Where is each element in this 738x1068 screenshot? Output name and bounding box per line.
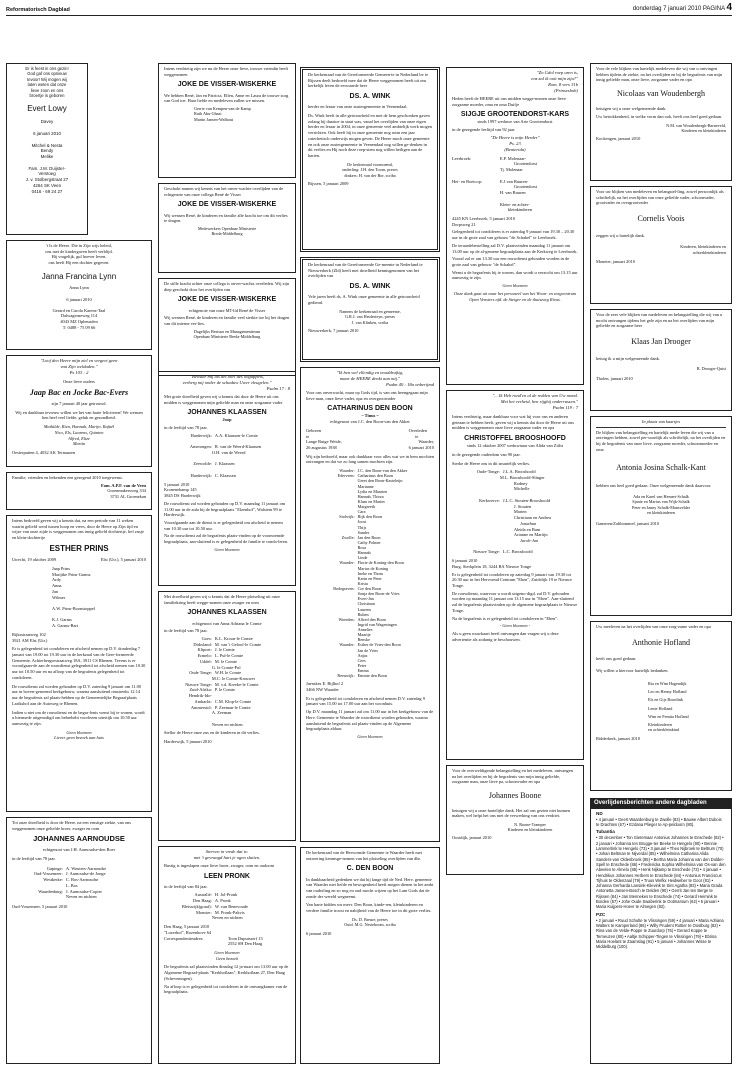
notice-paragraph: De rouwdienst, waarvoor u wordt uitgeno-digd, zal D.V. gehouden worden op maandag 11 januari om 13.15 uur in "Eben". Aan-sluitend zal de begrafenis plaatsvinden op de algemene begraafplaats te Nieuwe Tonge. xyxy=(452,590,578,613)
family-row: Sander xyxy=(357,529,370,535)
notice-paragraph: Wenst u de begrafenis bij te wonen, dan wordt u verzocht om 13.15 uur aanwezig te zijn. xyxy=(452,269,578,281)
notice-paragraph: Van harte bidden wu mevr. Den Boon, kinde-ren, kleinkinderen en verdere familie troost en nabijheid van de Heere toe in dit grote verlies. xyxy=(306,902,432,914)
notice-name: CATHARINUS DEN BOON xyxy=(327,405,413,413)
death-notice-ds-wink-nieuwerkerk xyxy=(300,257,440,362)
notice-paragraph: Er is gelegenheid tot condoleren op zaterdag 9 januari van 19.30 tot 20.30 uur in het Hervormd Centrum "Eben", Zuidelijk 19 te Nieuwe Tonge. xyxy=(452,571,572,588)
notice-address: Oesterputten 4, 4032 AK Ternauzen xyxy=(12,450,76,456)
notice-intro: Intens bedroefd geven wij u kennis dat, na een periode van 11 weken waarin geliefd werd tussen hoop en vrees, door de Heere op Zijn tijd en wijze van onze zijde is weggenomen ons innig geliefd dochtertje, lief zusje en klein-dochtertje xyxy=(12,518,144,541)
notice-intro: De blijken van belangstelling en hartelijk mede-leven die wij van u ontvingen hebben, zowel per-soonlijk als schriftelijk, na het overlijden en bij de begrafenis van onze lieve, zorgzame moeder, schoonmoeder en oma xyxy=(596,429,726,452)
notice-name: DS. A. WINK xyxy=(349,93,391,101)
notice-note: Sterke de Heere ons in dit smartelijk verlies. xyxy=(452,460,531,466)
other-newspapers-obituaries xyxy=(590,798,732,1064)
notice-address: 5 januari 2010 Kronenekamp 145 3845 DS Harderwijk xyxy=(164,481,201,499)
notice-intro: Intens verdrietig zijn we nu de Heere onze lieve, trouwe vriendin heeft weggenomen xyxy=(164,66,289,77)
death-notice-klaassen-in-laws xyxy=(158,591,296,841)
notice-paragraph: De teraardebestelling zal D.V. plaatsvinden maandag 11 januari om 13.00 uur op de al-gemene begraafplaats aan de Kerkweg te Leerbroek. xyxy=(452,242,578,254)
notice-paragraph: Als u geen rouwkaart heeft ontvangen dan vragen wij u deze advertentie als zodanig te beschouwen. xyxy=(452,631,559,642)
column-3 xyxy=(300,67,440,1064)
notice-paragraph: De rouwdienst zal worden gehouden op D.V. zaterdag 9 januari om 11.00 uur in boven-genoemd kerkgebouw, waarna aansluitend omstreeks 12.14 uur de begrafenis zal plaats-hebben op de Gemeentelijke Begraafplaats Larikshof aan de Autoweg te Rhenen. xyxy=(12,683,141,706)
notice-age: in de leeftijd van 78 jaar. xyxy=(164,425,208,431)
notice-date: 6 januari 2010 xyxy=(66,296,92,302)
notice-paragraph: De rouwdienst zal worden gehouden op D.V. maandag 11 januari om 11.00 uur in de aula bij de begraafplaats "Elzenhof", Walstein 99 te Harderwijk. xyxy=(164,500,286,518)
family-row: Margreeth xyxy=(357,504,375,510)
family-row: Cara xyxy=(357,509,366,515)
notice-family: Leerbroek: E.P. Molenaar- Grootendorst Tj. Molenaar Hei- en Boeicop: E.J van Buuren- Grootendorst H. van Buuren Klein- en achter- kleinkinderen xyxy=(452,155,538,213)
death-notice-catharinus-den-boon xyxy=(300,367,440,842)
notice-name: Evert Lowy xyxy=(27,103,67,113)
notice-signature: Dagelijks Bestuur en Managementteam Openbaar Ministerie Breda-Middelburg xyxy=(193,328,261,340)
notice-footer: Kockengen, januari 2010 xyxy=(596,135,641,141)
notice-paragraph: Na de rouwdienst zal de begrafenis plaats-vinden op de voornoemde begraafplaats, aan-sluitend is er gelegenheid de familie te condo-leren. xyxy=(164,533,289,545)
page-number: 4 xyxy=(726,2,732,13)
notice-intro: Heden heeft de HEERE uit ons midden wegge-nomen onze lieve zorgzame moeder, oma en oma Duifje xyxy=(452,95,566,107)
family-row: Jan de Vries xyxy=(357,647,378,653)
notice-signature: Ria en Wim Hagendijk Leo en Henny Hofland Els en Gijs Boonlink Lenie Hofland Wim en Femita Hofland Kleinkinderen en achterkleinkind xyxy=(648,680,689,733)
notice-name: ESTHER PRINS xyxy=(49,543,109,553)
notice-paragraph: In dankbaarheid gedenken we dat hij lange tijd de Ned. Herv. gemeente van Waarder met liefde en bewogenheid heeft mogen dienen in het ambt van ouderling en zo nog en oud mocht wijzen op het Lam Gods dat de zonde der wereld wegneemt. xyxy=(306,876,434,899)
notice-age: in de leeftijd van 78 jaar. xyxy=(12,855,56,861)
notice-signature: Medewerkers Openbaar Ministerie Breda-Middelburg xyxy=(197,225,257,237)
notice-intro: De kerkenraad van de Gereformeerde Ge-meente in Nederland te Nieuwerkerk (Zld) heeft met droefheid kennisgenomen van het overlijden van xyxy=(308,262,423,279)
death-notice-de-visser-management xyxy=(158,278,296,376)
page-label: PAGINA xyxy=(702,6,725,12)
death-notice-leen-pronk xyxy=(158,846,296,1064)
anniversary-notice-bac xyxy=(6,355,152,467)
column-5 xyxy=(590,63,732,1064)
notice-note: heeft ons goed gedaan. xyxy=(596,656,637,662)
notice-note: Stellor de Heere onze zus en de kinderen in dit verlies. xyxy=(164,730,260,736)
notice-address: Fam. J.M. Duijster- Verstoeg J. v. Stolbergstraat 27 4264 SK Veen 0416 - 69 24 27 xyxy=(25,165,69,194)
notice-name: JOKE DE VISSER-WISKERKE xyxy=(177,201,277,209)
notice-divider xyxy=(596,427,726,428)
family-row: Ederveen: Catharinus den Boon xyxy=(337,473,393,479)
family-row: Hannah, Thirza xyxy=(357,493,384,499)
family-row: Lydia en Maarten xyxy=(357,488,388,494)
notice-paragraph: Voorafgaande aan de dienst is er gelegenheid om afscheid te nemen van 10.30 uur tot 10.50 uur. xyxy=(164,519,283,531)
notice-name: JOHANNES KLAASSEN xyxy=(187,609,267,617)
issue-date: donderdag 7 januari 2010 xyxy=(632,6,702,12)
notice-closing: Geen bloemen xyxy=(502,283,528,289)
thanks-notice-schalk-kant xyxy=(590,416,732,616)
family-row: Waarder: Florie de Koning-den Boon xyxy=(339,560,404,566)
notice-family: Harderwijk: A.A. Klaassen-le Comte Amerongen: R. van de Weerd-Klaassen O.H. van de Weerd Zeewolde: J. Klaassen Harderwijk: C. Klaassen xyxy=(189,432,262,478)
notice-parents: Mitchel & Nesta Bendy Melike xyxy=(31,142,63,159)
family-row: Zwolle: Jan den Boon xyxy=(341,534,381,540)
notice-intro: Bustig is ingeslapen onze lieve broer, zwager, oom en oudoom xyxy=(164,862,274,868)
family-row: Joost xyxy=(357,519,367,525)
notice-note: betuig ik u mijn welgemeende dank. xyxy=(596,355,660,361)
obituaries-entries: • 30 december • Ton Gietemaar Antonius Johannes te Enschede (82) • 2 januari • Johanna ten Brugge-ter Beeke te Hengelo (90) • Bennie Lammertink te Hengelo (73) • 3 januari • Theo Nijbroek te Beltrum (70) • Johan Beltman te Nijverdal (85) • Wilhelmina Catharina Alida Sanders-van Oldenbroek (85) • Bertha Maria Johanna van den Dolder-Spell te Enschede (86) • Fredericka Sophia Wilhelmina van Os-van den Abeelen te Almelo (85) • Henk Nijkamp te Enschede (73) • 4 januari • Hendrikus Johannes Herbers te Enschede (84) • Antonius Franciscus Tijhuis te Oldenzaal (79) • Truus Wefkx Heidweber te Goor (81) • Johanna Gerharda Lansink-Klievink te Sint Agatha (83) • Maria Grada Antonetta Jansen-Bosch te Delden (90) • Gerrit Jan ten Berge te Rijssen (84) • Jan Mennekes te Enschede (74) • Gerard Heimink te Borden (57) • Johe Oude Swaberink te Ootmarsum (62) • 5 januari • Maria Kuijpers-Hoevr te Almegen (82). xyxy=(596,835,726,910)
notice-verse: 't Is de Heere. Die in Zijn wijs beleid, ons met de kindergaven heeft verblijd. Hij vragelijk, gul hoever leven, ons heeft Hij een dochter gegeven. xyxy=(45,243,113,266)
notice-quote: "... Ik Heb rond'en al de redden van Uw mond. Met het verheid, hen rijghij onderrassen." Psalm 119 : 7 xyxy=(492,393,578,410)
notice-footer: Tholen, januari 2010 xyxy=(596,375,633,381)
thanks-notice-drooger xyxy=(590,309,732,411)
thanks-notice-hofland xyxy=(590,621,732,791)
notice-dates: Utrecht, 19 oktober 2009 Elst (Utr.), 5 januari 2010 xyxy=(12,557,146,563)
notice-name: JOHANNES KLAASSEN xyxy=(187,409,267,417)
death-notice-c-den-boon-church xyxy=(300,847,440,1064)
notice-name: Cornelis Voois xyxy=(637,214,685,224)
notice-paragraph: Uw betrokkenheid, in welke vorm dan ook, heeft ons heel goed gedaan. xyxy=(596,114,723,120)
family-row: Ruben xyxy=(357,611,369,617)
notice-intro: Voor ons onverwacht, maar op Gods tijd, is van ons heengegaan mijn lieve man, onze lieve vader, opa en overgrootvader xyxy=(306,389,428,401)
notice-address: Jaenskes E. Bijlhof 2 3466 NW Waarder xyxy=(306,681,344,693)
issue-info xyxy=(633,1,732,14)
notice-title: In plaats van kaartjes xyxy=(641,419,681,424)
death-notice-de-visser-friends xyxy=(158,63,296,178)
notice-address: Rijksstraatweg 102 3921 AM Elst (Utr.) xyxy=(12,631,48,643)
notice-footer: Oud-Vossemeer, 5 januari 2010 xyxy=(12,903,68,909)
notice-name: Antonia Josina Schalk-Kant xyxy=(616,462,706,472)
notice-signature: Namens de kerkenraad en gemeente, G.R.J. van Heulesteyn, preses J. van Klinken, scriba xyxy=(339,308,401,325)
family-row: Waarder: Esther de Vries-den Boon xyxy=(339,642,401,648)
notice-paragraph: herder en leraar van onze zustergemeente in Veenendaal. xyxy=(308,104,408,110)
notice-address: 6 januari 2010 Burg. Sterkplein 18, 3244 BA Nieuwe Tonge xyxy=(452,558,532,569)
notice-thanks: Onze dank gaat uit naar het personeel van het Woon- en zorgcentrum Open Vensters afd. de Steiger en de thuiszorg Rivas. xyxy=(454,290,576,302)
masthead xyxy=(6,3,732,16)
notice-signature: Fam. A.P.F. van de Veen Groenmakersweg 334 3731 AL Groenekan xyxy=(100,482,146,500)
notice-spouse: sinds 1997 weduwe van Arie Grootendorst xyxy=(477,119,553,125)
family-row: Woerden: Alfred den Boon xyxy=(338,616,386,622)
family-row: Krista xyxy=(357,580,368,586)
notice-family: Gapinge: A. Wouters-Aarnoudse Oud-Vossemeer: J. Aarnoudse-de Jonge Westkerke: C. Bos-Aarnoudse L. Bos Waardenburg: J. Aarnoudse-Copier Neven en nichten xyxy=(33,865,107,900)
notice-intro: De stille kracht achter onze collega is onver-wachts overleden. Wij zijn diep geschokt door het overlijden van xyxy=(164,281,290,292)
notice-signature: N. Boone-Tramper Kinderen en kleinkinderen xyxy=(507,821,553,833)
family-row: Rosa xyxy=(357,545,366,551)
notice-name: JOKE DE VISSER-WISKERKE xyxy=(177,81,277,89)
notice-quote: "Zo Gdol roep uren is, enz zal ik ooit mijn ziju?" Rom. 8 vers 31b (Prinsesbob) xyxy=(531,70,578,93)
death-notice-grootendorst-kars xyxy=(446,67,584,385)
family-row: Anjas xyxy=(357,652,368,658)
notice-closing: Geen bloemen xyxy=(357,734,383,740)
family-row: Stolwijk: Rijk den Boon xyxy=(339,514,383,520)
notice-footer: Gameren/Zaltbommel, januari 2010 xyxy=(596,520,660,526)
notice-name: LEEN PRONK xyxy=(204,872,250,880)
family-row: Evert-Jan xyxy=(357,596,374,602)
notice-paragraph: De begrafenis zal plaatsvinden dinsdag 12 ja-nuari om 13.00 uur op de Algemene Begraaf-plaats "Kerkhoflaan", Kerkhoflaan 27, Den Haag (Scheveningen). xyxy=(164,964,289,981)
notice-footer: Rijssen, 5 januari 2009 xyxy=(308,181,349,187)
death-notice-de-visser-colleagues xyxy=(158,183,296,273)
notice-address: Den Haag, 5 januari 2010 "Lozerhof", Rozenhove 64 Correspondentieadres: Toon Dupuisserf 15 2552 SH Den Haag xyxy=(164,924,263,947)
notice-name: Anthonie Hofland xyxy=(632,637,690,647)
column-4 xyxy=(446,67,584,1064)
notice-paragraph: Vooraf zal er om 13.30 uur een rouwdienst gehouden worden in de grote zaal van gebouw "de Schakel". xyxy=(452,256,570,267)
notice-signature: B. Drooger-Quist xyxy=(696,366,726,372)
column-2 xyxy=(158,63,296,1064)
family-row: Hannah xyxy=(357,550,371,556)
notice-children: Mathilde, Rien, Hannah, Marijn, Rafaël Nico, Els, Laurens, Quinten Alfred, Elize Martin xyxy=(43,424,115,447)
notice-text: Familie, vrienden en bekenden een gezegend 2010 toegewenst. xyxy=(12,475,123,480)
notice-intro: Met grote droefheid geven wij u kennis dat door de Heere uit ons midden is weggenomen mijn geliefde man en onze zorgzame vader xyxy=(164,393,283,405)
notice-spouse: echtgenoot van J.H. Aarnoudse-den Boer xyxy=(42,847,116,853)
family-row: Ingrid van Wageningen xyxy=(357,621,397,627)
family-row: Christiaan xyxy=(357,601,375,607)
column-1 xyxy=(6,63,152,1064)
notice-name: DS. A. WINK xyxy=(349,283,391,291)
death-notice-klaassen-family xyxy=(158,371,296,586)
notice-closing: Geen bloemen Geen bezoek xyxy=(214,949,240,961)
notice-dates: Geboren te Lange Ruige Weide, 26 augustus 1938 Overleden te Waarder, 6 januari 2010 xyxy=(306,427,434,451)
family-row: Laurens xyxy=(357,606,372,612)
notice-name: Johannes Boone xyxy=(488,791,542,801)
notice-closing: Geen bloemen xyxy=(214,546,240,552)
notice-age: in de leeftijd van 84 jaar. xyxy=(164,883,208,889)
notice-quote: "Bewaar mij als het oorl des oogappels, verberg mij onder de schaduw Uwer vleugelen." Psalm 17 : 8 xyxy=(182,374,290,391)
notice-intro: De kerkenraad van de Hervormde Gemeente te Waarder heeft met ontroering kennisge-nomen van het plotseling overlijden van dhr. xyxy=(306,850,422,861)
notice-intro: Tot onze droefheid is door de Heere, na een ernstige ziekte, van ons weggenomen onze geliefde broer, zwager en oom xyxy=(12,820,131,831)
notice-paragraph: Er is gelegenheid tot condoleren en afscheid nemen op D.V. donderdag 7 januari van 19.00 tot 19.30 uur in de kerkzaal van de Gere-formeerde Gemeente, Achterbergsestraatweg 18A, 3911 CS Rhenen. Tevens is er voorafgaan-de aan de rouwdienst gelegenheid tot afscheid nemen van 10.30 uur tot 10.50 uur en na afloop van de begrafenis gelegenheid tot condoleren. xyxy=(12,646,146,680)
notice-quote: Sterven in vrede dat is: met 't gevraagd hart je ogen sluiten. xyxy=(193,849,261,860)
notice-paragraph: Na de begrafenis is er gelegenheid tot condoleren in "Eben". xyxy=(452,615,559,621)
notice-intro: Voor de overweldigende belangstelling en het medeleven, ontvangen na het overlijden en bij de begrafenis van mijn innig geliefde, zorgzame man, onze lieve pa, schoonvader en opa xyxy=(452,768,573,785)
notice-closing: Geen bloemen Liever geen bezoek aan huis xyxy=(54,729,104,741)
family-row: Klaas en Martin xyxy=(357,498,385,504)
notice-intro: Voor de zeer vele blijken van medeleven en belangstelling die wij van u mocht ontvangen tijdens het gele zijn en na het overlijden van mijn geliefde en zorgzame heer xyxy=(596,312,723,329)
notice-signature: Ada en Karel van Hemert-Schalk Sjanie en Marius van Wijk-Schalk Peter en Janny Schalk-Mansvelder en kleinkinderen xyxy=(631,493,691,516)
family-row: Bodegraven: Cor den Boon xyxy=(333,586,382,592)
notice-paragraph: betuigen wij u onze hartelijke dank. Het zal ons gezien niet kunnen maken, wel helpt het ons met de verwerking van ons verdriet. xyxy=(452,807,571,819)
notice-family xyxy=(306,468,434,678)
death-notice-aarnoudse xyxy=(6,817,152,1064)
family-row: Thijs xyxy=(357,524,367,530)
notice-family: Oude-Tonge: J.L.A. Brooshoofd M.L. Brooshoofd-Slinger Rodney Michelle Kerkwerve: J.L.C. Stouten-Brooshoofd J. Stouten Marien Christiaan en Andrea Jonathan Aleida en Bam Arianne en Martijn Jacob-Jan Nieuwe Tonge: L.C. Brooshoofd xyxy=(473,469,551,555)
thanks-notice-voois xyxy=(590,186,732,304)
notice-footer: Moneter, januari 2010 xyxy=(596,259,635,265)
notice-spouse: echtgenoot van J.C. den Boon-van den Akker xyxy=(330,419,410,425)
notice-age: in de gezegende ouderdom van 90 jaar. xyxy=(452,451,521,457)
notice-footer: Oostdijk, januari 2010 xyxy=(452,834,492,840)
notice-nickname: Davey xyxy=(40,119,54,125)
notice-note: hebben ons heel goed gedaan. Onze welgemeende dank daarvoor. xyxy=(596,482,712,488)
notice-quote: "Loof den Heere mijn ziel en vergeet geen van Zijn weldaden." Ps 103 : 2 xyxy=(40,358,118,375)
obituaries-title: Overlijdensberichten andere dagbladen xyxy=(591,799,731,809)
notice-signature: Ds. D. Breure, preses Ouid. M.G. Nesteboom, scriba xyxy=(344,916,396,928)
notice-intro: Er is feest in ons gezin! God gaf ons opnieuw tevoor! Wij mogen wij laten weten dat onze lieve zoon en ons broertje is geboren xyxy=(25,66,69,99)
notice-signature: Gerrie van Kempen-van de Kamp Ruth Abu-Ghazi Martin Jansen-Walhout xyxy=(194,105,251,122)
notice-body: Wij en dankbaar tevreuw willen we het van harte feliciteren! We wensen hen heel veel liefde, geluk en gezondheid. xyxy=(15,409,143,421)
notice-quote: "Ik ben wel ellendig en nooddruftig, maar de HEERE denkt aan mij." Psalm 40 : 18a onberijmd xyxy=(336,370,434,387)
notice-paragraph: Er is gelegenheid tot condoleren en afscheid nemen D.V. zaterdag 9 januari van 15.00 tot 17.00 uur aan het woonhuis. xyxy=(306,695,425,707)
notice-paragraph: Vele jaren heeft ds. A. Wink onze gemeente in alle getrouwheid gediend. xyxy=(308,294,420,305)
notice-spouse: sinds 12 oktober 2007 weduwnaar van Alida van Ziilst xyxy=(466,443,564,449)
notice-intro: Met droefheid geven wij u kennis dat de Heere plotseling uit onze familiekring heeft wegge-nomen onze zwager en oom xyxy=(164,594,280,605)
notice-parents: Gerard en Carola Karens-Taal xyxy=(52,307,106,313)
family-row: Marianne xyxy=(357,483,374,489)
notice-footer: Nieuwerkerk, 7 januari 2010 xyxy=(308,328,359,334)
notice-paragraph: Wij zijn bedroefd, maar ook dankbaar voor alles wat we in hem mochten ontvangen en dat we zo lang samen mochten zijn. xyxy=(306,453,434,465)
family-row: Cathy Polmer xyxy=(357,539,381,545)
notice-intro: Onze lieve ouders xyxy=(63,378,95,384)
family-row: Emma xyxy=(357,668,369,674)
thanks-notice-boone xyxy=(446,765,584,875)
obituaries-section-title: PZC xyxy=(596,911,606,917)
notice-paragraph: Ds. Wink heeft in alle getrouwheid en met de hem geschonken gaven zolang hij daartoe in staat was, vanaf het overlijden van onze eigen herder en leraar in 2004, in onze gemeente veel ambtelijk werk mogen verrichten. Ook heeft hij in onze gemeente nog ruim een jaar catechetisch onderwijs mogen geven. De Heere moch onze gemeente en ook onze zustergemeente in Veenendaal nog willen ge-denken in dit verlies en Hij noch deze roep-stem nog willen heiligen aan de harten. xyxy=(308,112,432,158)
notice-family: Goes: K.L. Kroon-le Comte Dirksland: M. van 't Geloof-le Comte Klipoet: J. le Comte Ermelo: L. Pul-le Comte Uddel: M. le Comte G. le Comte-Pul Oude Tonge: W.H. le Comte M.C. le Comte-Krouwer Nieuwe Tonge: M. v.d. Kreeke-le Comte Zuid-Afrika: P. le Comte Hendrik-Ido- Ambacht: C.M. Klop-le Comte Ammerstol: P. Zeeman-le Comte A. Zeeman Neven en nichten xyxy=(185,635,262,727)
notice-name: CHRISTOFFEL BROOSHOOFD xyxy=(464,435,566,443)
family-row: Sonja den Boon-de Vries xyxy=(357,591,400,597)
notice-name: JOHANNES AARNOUDSE xyxy=(33,834,125,844)
notice-name: JOKE DE VISSER-WISKERKE xyxy=(177,296,277,304)
notice-note: zeggen wij u hartelijk dank. xyxy=(596,232,645,238)
notice-family: Jaap Prins Marijtke Prins-Garms Ardy Anna Jan Wilmer A.W. Prins-Boonstoppel K.J. Garms A. Garms-Bart xyxy=(52,565,95,629)
notice-signature: N.M. van Woudenbergh-Barneveld, Kinderen en kleinkinderen xyxy=(666,122,726,134)
birth-notice-janna xyxy=(6,240,152,350)
death-notice-ds-wink-rijssen xyxy=(300,67,440,252)
paper-name: Reformatorisch Dagblad xyxy=(6,6,70,13)
notice-spouse: echtgenoot van Anna Adriana le Comte xyxy=(192,620,262,626)
notice-intro: Voor de vele blijken van hartelijk medeleven die wij van u ontvingen hebben tijdens de ziekte, na het overlijden en bij de begrafenis van mijn innig geliefde man, onze lieve, zorgzame vader en opa xyxy=(596,66,723,83)
notice-paragraph: Na afloop is er gelegenheid tot condoleren in de ontvangkamer van de begraafplaats. xyxy=(164,983,288,995)
death-notice-brooshoofd xyxy=(446,390,584,760)
notice-age: in de leeftijd van 78 jaar. xyxy=(164,628,208,634)
family-row: Reeuwijk: Emmie den Boon xyxy=(337,673,387,679)
notice-name: SIJGJE GROOTENDORST-KARS xyxy=(460,111,570,119)
death-notice-esther-prins xyxy=(6,515,152,812)
notice-intro: Uw meeleven na het overlijden van onze zorg-zame vader en opa xyxy=(596,624,711,629)
notice-address: Dalwagenseweg 114 4043 MZ Opheusden T: 0488 - 75 09 66 xyxy=(60,313,98,330)
notice-paragraph: Indien u niet om de rouwdienst en de begra-fenis wenst bij te wonen, wordt u hiermede uitgenodigd om bebrehebt voorlezen uitertijk om 10.50 uur aanwezig te zijn. xyxy=(12,709,145,726)
notice-intro: Intens verdrietig, maar dankbaar voor wat hij voor ons en anderen geteaan te hebben heeft, geven wij u kennis dat door de Heere uit ons midden is weggenomen onze lieve zorgzame vader en opa xyxy=(452,413,574,431)
notice-family: Australië: H. Jol-Pronk Den Haag: A. Pronk Bleiswijk(graaf): W. van Benevoude Monster: M. Pronk-Pakvis Neven en nichten xyxy=(181,892,248,921)
notice-date: 6 januari 2010 xyxy=(33,130,61,136)
notice-age: in de gezegende leeftijd van 92 jaar. xyxy=(452,127,516,133)
obituaries-entries: • 2 januari • Ruud Schulte te Vlissingen (59) • 4 januari • Maria Adriana Walters te Kamperland (86) • Willy Prudent Rottier te Oostburg (82) • Rina van de Velde-Poppe te Zuurdorp (76) • Gerard Koppe te Terneuzen (80) • Aaltje Schipper-Tingen te Vlissingen (79) • Ebrina Maria Hoelant te Zaamslag (91) • 5 januari • Johannes Wisse te Middelburg (100). xyxy=(596,917,724,950)
birth-notice-evert xyxy=(6,63,88,235)
notice-footer: Harderwijk, 5 januari 2010 xyxy=(164,739,212,745)
notice-body: Wij wensen René, de kinderen en familie veel sterkte toe bij het dragen van dit intense ver-lies. xyxy=(164,315,290,326)
notice-body: Wij wensen René, de kinderen en familie alle kracht toe om dit verlies te dragen. xyxy=(164,212,288,224)
notice-paragraph: Wij willen u hiervoor hartelijk bedanken. xyxy=(596,667,669,673)
obituaries-section-title: ND xyxy=(596,810,603,816)
family-row: Peter xyxy=(357,662,367,668)
family-row: Annelies xyxy=(357,627,373,633)
notice-name: Janna Francina Lynn xyxy=(41,271,117,281)
family-row: Renske xyxy=(357,637,370,643)
notice-paragraph: Op D.V. maandag 11 januari zal om 11.00 uur in het kerkgebouw van de Herv. Gemeente te Waarder de rouwdienst worden gehouden, waarna aansluitend de begrafenis zal plaats-vinden op de Algemene begraafplaats aldaar. xyxy=(306,709,434,732)
new-year-notice xyxy=(6,472,152,510)
notice-intro: De kerkenraad van de Gereformeerde Gemeen-te in Nederland bv te Rijssen deelt bedroefd mee dat de Heere weggenomen heeft uit ons kerkelijk leven de eerwaarde heer xyxy=(308,72,429,89)
family-row: Karin en Peter xyxy=(357,575,382,581)
notice-name: C. DEN BOON xyxy=(346,865,394,873)
notice-nickname: Joop xyxy=(222,417,232,423)
notice-footer: 6 januari 2010 xyxy=(306,930,332,936)
notice-closing: - Geen bloemen - xyxy=(499,623,531,629)
notice-signature: De kerkenraad voornoemd, onderling: J.H. den Toorn, preses dinkers: H. van der Bor, scriba xyxy=(342,161,398,178)
notice-intro: Geschokt namen wij kennis van het onver-wachte overlijden van de echtgenote van onze collega René de Visser xyxy=(164,186,284,197)
family-row: Marius de Koning xyxy=(357,565,389,571)
notice-name: Nicolaas van Woudenbergh xyxy=(617,89,705,99)
family-row: Waarder: J.C. den Boon-van den Akker xyxy=(339,468,408,474)
notice-body: We hebben René, Jan en Patricia, Ellen, Anne en Laura de trouwe zorg van God toe. Haar liefde en medeleven zullen we missen. xyxy=(164,92,289,104)
notice-nickname: ~ Tinus ~ xyxy=(361,413,379,419)
notice-name: Jaap Bac en Jocke Bac-Evers xyxy=(29,387,129,397)
thanks-notice-van-woudenbergh xyxy=(590,63,732,181)
notice-signature: Kinderen, kleinkinderen en achterkleinkinderen xyxy=(680,244,726,255)
notice-text: zijn 7 januari 40 jaar getrouwd. xyxy=(51,401,107,407)
family-row: Ineke en Thom xyxy=(357,570,383,576)
family-row: Maartje xyxy=(357,632,371,638)
notice-name: Klaas Jan Drooger xyxy=(631,337,691,347)
obituaries-entries: • 4 januari • Geert Waardenburg te Zwolle (83) • Bauwe Albert Dubois te Drachten (67) • Ezdana Plieger te Ap-peldoorn (80). xyxy=(596,816,722,828)
notice-nickname: Anna Lynn xyxy=(69,285,89,291)
family-row: Cees xyxy=(357,657,366,663)
notice-verse: "De Heere is mijn Herder" Ps. 23 (Beaterida) xyxy=(490,134,540,152)
obituaries-section-title: Tubantia xyxy=(596,829,615,835)
notice-address: 4245 KN Leerbroek, 5 januari 2010 Dorpsweg 21 xyxy=(452,215,515,227)
family-row: Linde xyxy=(357,555,368,561)
notice-intro: Voor uw blijken van medeleven en belangstel-ling, zowel persoonlijk als schriftelijk, na het overlijden van onze geliefde vader, schoonvader, grootvader en overgrootvader xyxy=(596,189,724,206)
notice-paragraph: Gelegenheid tot condoleren is er zaterdag 9 januari van 19.30 – 20.30 uur in de grote zaal van gebouw "de Schakel" te Leerbroek. xyxy=(452,229,575,241)
notice-note: betuigen wij u onze welgemeende dank. xyxy=(596,105,667,111)
notice-spouse: echtgenote van onze MT-lid René de Visser xyxy=(188,307,266,313)
family-row: Greet den Boon-Kasteleijn xyxy=(357,478,403,484)
notice-footer: Ridderkerk, januari 2010 xyxy=(596,736,641,742)
